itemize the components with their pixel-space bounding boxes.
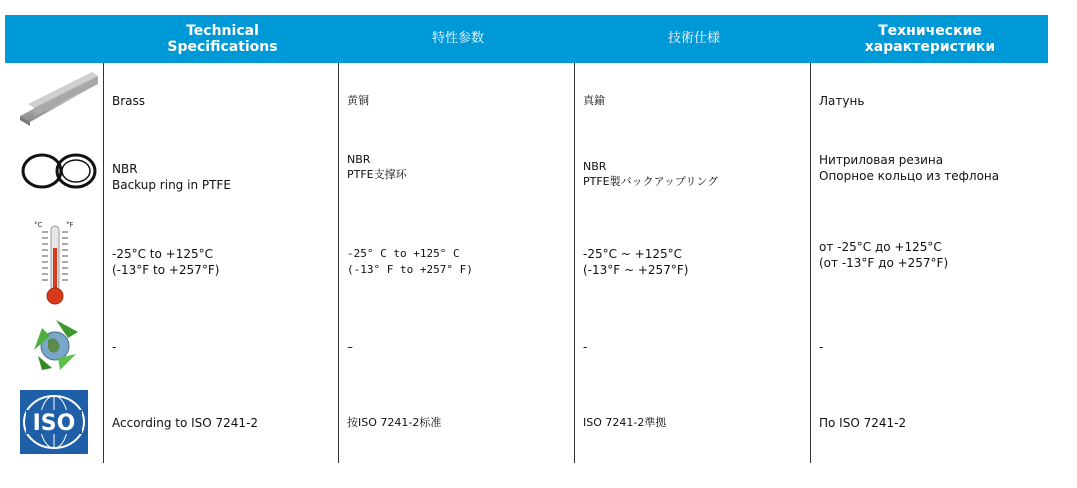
- column-divider: [338, 63, 339, 463]
- row-seal-en: NBR Backup ring in PTFE: [112, 162, 231, 192]
- row-standard-ja: ISO 7241-2準拠: [583, 416, 667, 429]
- row-temperature-ru: от -25°C до +125°C (от -13°F до +257°F): [819, 240, 949, 270]
- header-japanese: 技術仕様: [667, 31, 720, 46]
- column-divider: [810, 63, 811, 463]
- row-standard-ru: По ISO 7241-2: [819, 416, 907, 430]
- header-russian: Технические характеристики: [864, 23, 996, 55]
- brass-bar-icon: [18, 66, 100, 128]
- row-seal-ja: NBR PTFE製バックアップリング: [583, 160, 719, 188]
- svg-text:ISO: ISO: [32, 411, 76, 436]
- row-recycling-en: -: [112, 340, 117, 354]
- row-recycling-ja: -: [583, 340, 588, 354]
- row-recycling-zh: –: [347, 340, 353, 354]
- iso-logo-icon: [20, 390, 88, 454]
- column-divider: [103, 63, 104, 463]
- row-temperature-zh: -25° C to +125° C (-13° F to +257° F): [347, 247, 473, 276]
- row-standard-zh: 按ISO 7241-2标准: [347, 416, 442, 429]
- row-brass-zh: 黄铜: [347, 94, 369, 107]
- thermometer-icon: [30, 218, 80, 306]
- row-brass-en: Brass: [112, 94, 146, 108]
- header-chinese: 特性参数: [431, 31, 484, 46]
- column-divider: [574, 63, 575, 463]
- row-recycling-ru: -: [819, 340, 824, 354]
- svg-text:°F: °F: [66, 221, 74, 229]
- row-standard-en: According to ISO 7241-2: [112, 416, 259, 430]
- row-brass-ru: Латунь: [819, 94, 865, 108]
- row-seal-ru: Нитриловая резина Опорное кольцо из тефлона: [819, 153, 1000, 183]
- row-temperature-en: -25°C to +125°C (-13°F to +257°F): [112, 247, 220, 277]
- svg-text:°C: °C: [34, 221, 43, 229]
- row-seal-zh: NBR PTFE支撑环: [347, 153, 407, 181]
- row-brass-ja: 真鍮: [583, 94, 605, 107]
- row-temperature-ja: -25°C ~ +125°C (-13°F ~ +257°F): [583, 247, 689, 277]
- table-header: [5, 15, 1048, 63]
- header-technical-specifications: Technical Specifications: [167, 23, 278, 55]
- recycle-globe-icon: [26, 316, 84, 374]
- o-ring-icon: [18, 142, 100, 198]
